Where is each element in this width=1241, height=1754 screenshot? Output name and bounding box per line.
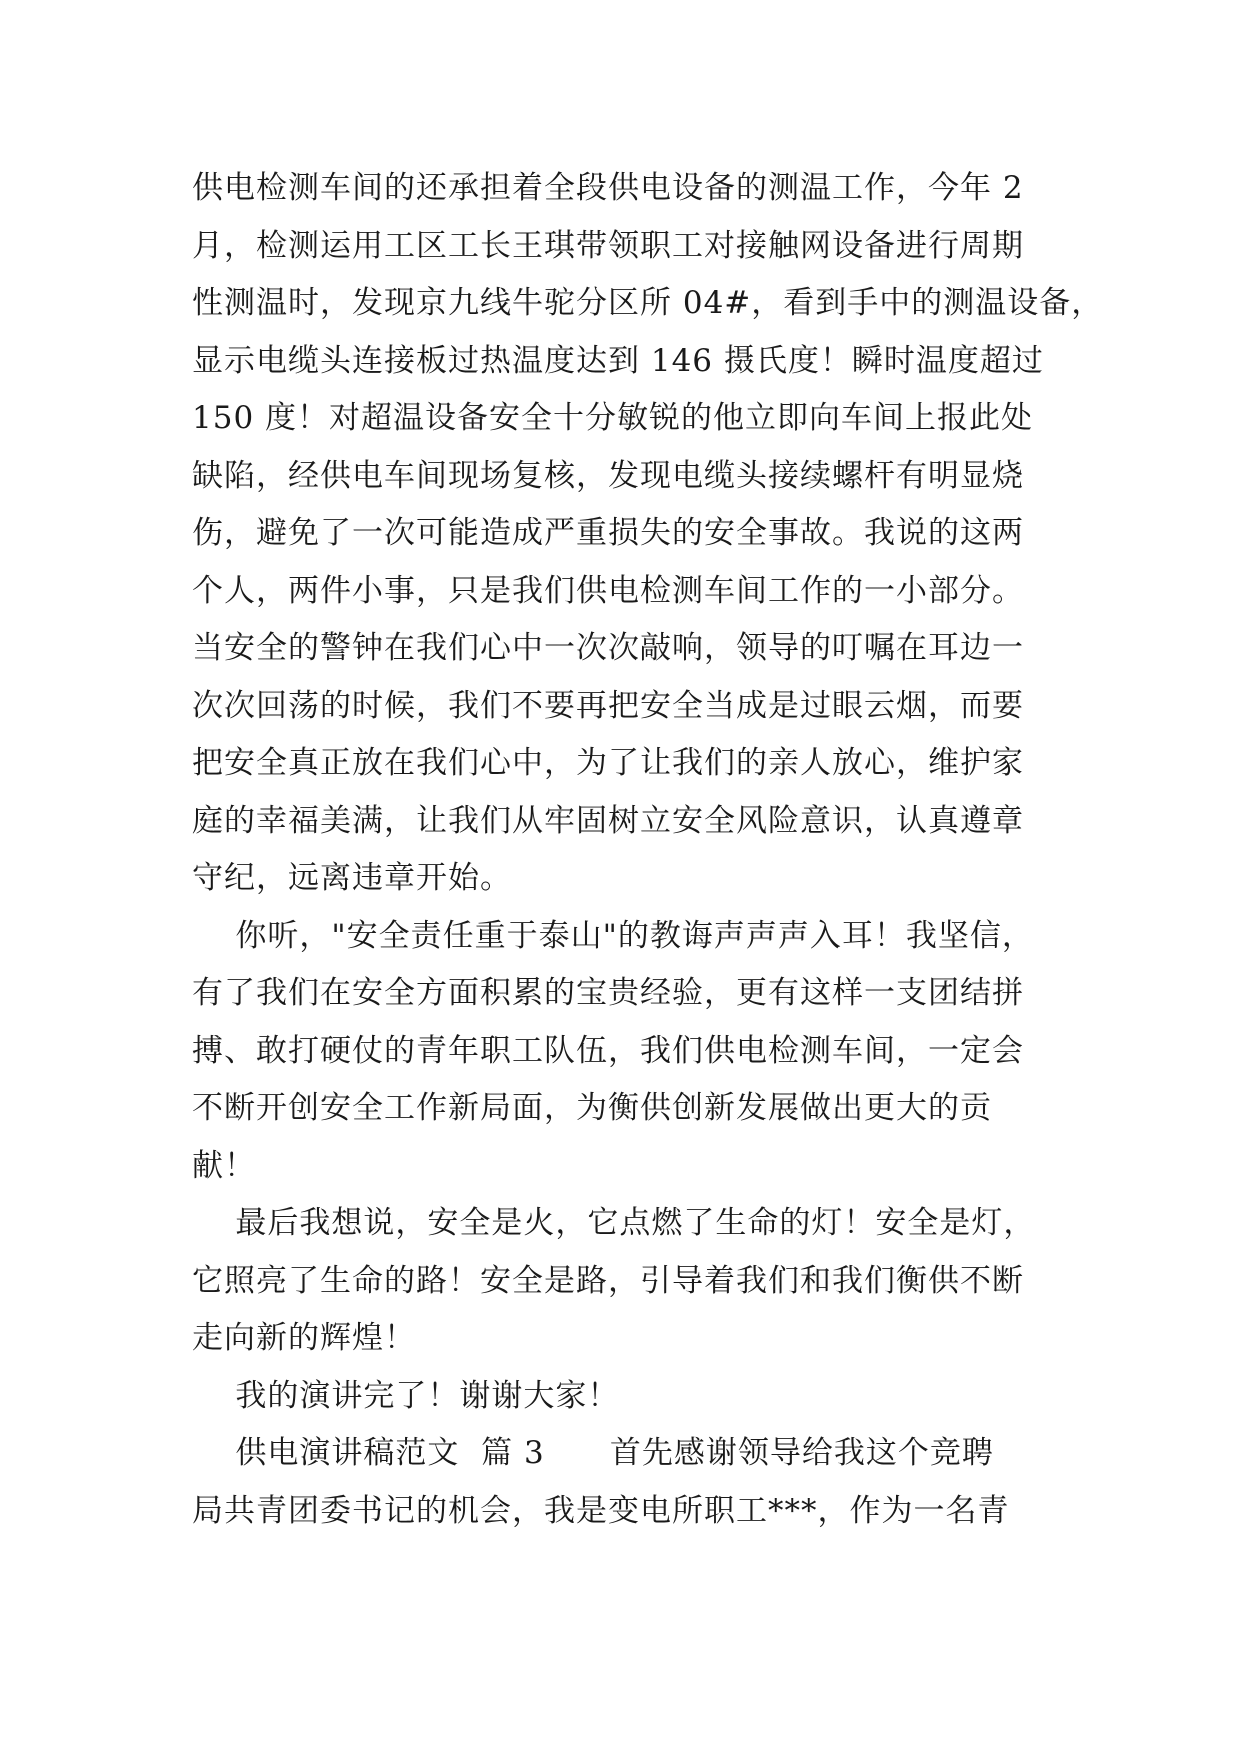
- text-line: 庭的幸福美满，让我们从牢固树立安全风险意识，认真遵章: [192, 802, 1024, 839]
- text-line: 搏、敢打硬仗的青年职工队伍，我们供电检测车间，一定会: [192, 1032, 1024, 1069]
- text-line: 献！: [192, 1147, 256, 1184]
- body-text: [192, 160, 1104, 1540]
- text-line: 它照亮了生命的路！安全是路，引导着我们和我们衡供不断: [192, 1262, 1024, 1299]
- text-line: 个人，两件小事，只是我们供电检测车间工作的一小部分。: [192, 572, 1024, 609]
- text-line: 性测温时，发现京九线牛驼分区所 04#，看到手中的测温设备，: [192, 285, 1104, 321]
- text-line: 显示电缆头连接板过热温度达到 146 摄氏度！瞬时温度超过: [192, 342, 1044, 379]
- text-line: 150 度！对超温设备安全十分敏锐的他立即向车间上报此处: [192, 400, 1034, 436]
- text-line: 缺陷，经供电车间现场复核，发现电缆头接续螺杆有明显烧: [192, 457, 1024, 494]
- text-line: 守纪，远离违章开始。: [192, 860, 512, 896]
- text-line: 供电演讲稿范文 篇 3 首先感谢领导给我这个竞聘: [192, 1435, 994, 1471]
- text-line: 不断开创安全工作新局面，为衡供创新发展做出更大的贡: [192, 1090, 992, 1126]
- text-line: 当安全的警钟在我们心中一次次敲响，领导的叮嘱在耳边一: [192, 630, 1024, 666]
- text-line: 次次回荡的时候，我们不要再把安全当成是过眼云烟，而要: [192, 687, 1024, 724]
- text-line: 我的演讲完了！谢谢大家！: [192, 1377, 620, 1414]
- text-line: 你听，"安全责任重于泰山"的教诲声声声入耳！我坚信，: [192, 917, 1034, 954]
- text-line: 伤，避免了一次可能造成严重损失的安全事故。我说的这两: [192, 515, 1024, 551]
- text-line: 月，检测运用工区工长王琪带领职工对接触网设备进行周期: [192, 227, 1024, 264]
- text-line: 把安全真正放在我们心中，为了让我们的亲人放心，维护家: [192, 745, 1024, 781]
- text-line: 走向新的辉煌！: [192, 1320, 416, 1356]
- text-line: 有了我们在安全方面积累的宝贵经验，更有这样一支团结拼: [192, 975, 1024, 1011]
- text-line: 供电检测车间的还承担着全段供电设备的测温工作，今年 2: [192, 170, 1024, 206]
- text-line: 最后我想说，安全是火，它点燃了生命的灯！安全是灯，: [192, 1205, 1036, 1241]
- text-line: 局共青团委书记的机会，我是变电所职工***，作为一名青: [192, 1492, 1010, 1529]
